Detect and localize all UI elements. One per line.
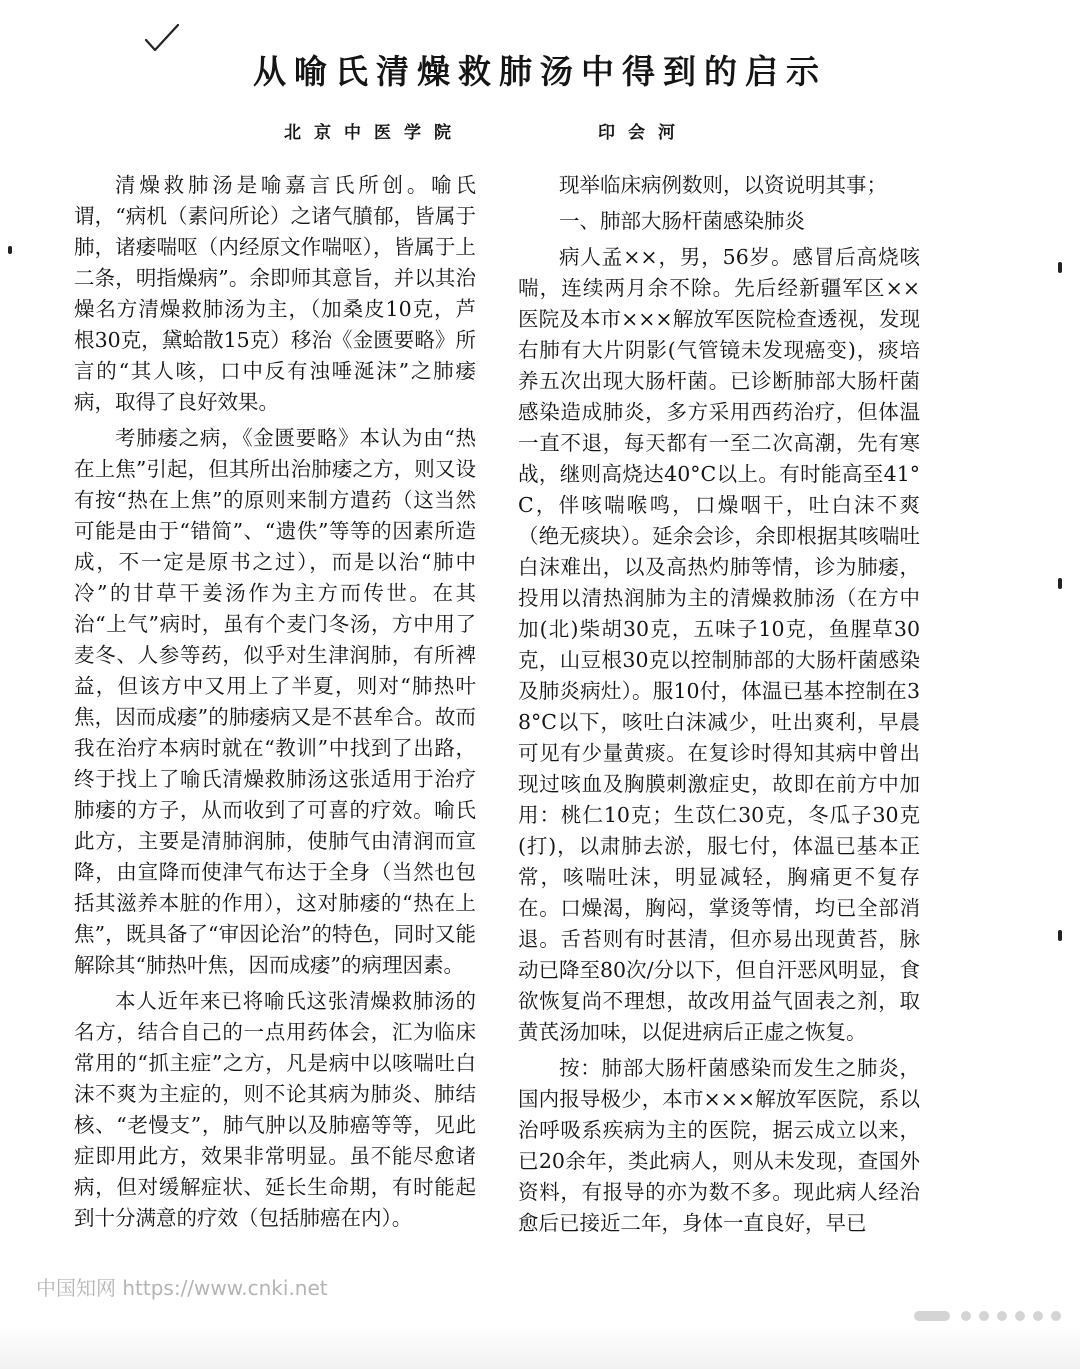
paragraph: 本人近年来已将喻氏这张清燥救肺汤的名方，结合自己的一点用药体会，汇为临床常用的“抓主症”之方，凡是病中以咳喘吐白沫不爽为主症的，则不论其病为肺炎、肺结核、“老慢支”，肺气肿以及肺癌等等，见此症即用此方，效果非常明显。虽不能尽愈诸病，但对缓解症状、延长生命期，有时能起到十分满意的疗效（包括肺癌在内）。 bbox=[74, 989, 476, 1230]
paragraph: 清燥救肺汤是喻嘉言氏所创。喻氏谓，“病机（素问所论）之诸气膹郁，皆属于肺，诸痿喘呕（内经原文作喘呕），皆属于上二条，明指燥病”。余即师其意旨，并以其治燥名方清燥救肺汤为主，（加桑皮10克，芦根30克，黛蛤散15克）移治《金匮要略》所言的“其人咳，口中反有浊唾涎沫”之肺痿病，取得了良好效果。 bbox=[74, 173, 476, 414]
author-affiliation: 北京中医学院 bbox=[284, 123, 464, 143]
article-title: 从喻氏清燥救肺汤中得到的启示 bbox=[253, 52, 827, 91]
scan-dot-mark bbox=[1058, 578, 1062, 589]
paragraph: 按：肺部大肠杆菌感染而发生之肺炎，国内报导极少，本市×××解放军医院，系以治呼吸系疾病为主的医院，据云成立以来，已20余年，类此病人，则从未发现，查国外资料，有报导的亦为数不多。现此病人经治愈后已接近二年，身体一直良好，早已 bbox=[518, 1056, 920, 1235]
page-dots-icon[interactable] bbox=[912, 1309, 1062, 1323]
left-column bbox=[74, 170, 476, 1234]
cnki-watermark: 中国知网 https://www.cnki.net bbox=[36, 1276, 328, 1300]
section-heading: 一、肺部大肠杆菌感染肺炎 bbox=[559, 209, 805, 233]
paragraph: 病人孟××，男，56岁。感冒后高烧咳喘，连续两月余不除。先后经新疆军区××医院及本市×××解放军医院检查透视，发现右肺有大片阴影(气管镜未发现癌变)，痰培养五次出现大肠杆菌。已诊断肺部大肠杆菌感染造成肺炎，多方采用西药治疗，但体温一直不退，每天都有一至二次高潮，先有寒战，继则高烧达40°C以上。有时能高至41°C，伴咳喘喉鸣，口燥咽干，吐白沫不爽（绝无痰块）。延余会诊，余即根据其咳喘吐白沫难出，以及高热灼肺等情，诊为肺痿，投用以清热润肺为主的清燥救肺汤（在方中加(北)柴胡30克，五味子10克，鱼腥草30克，山豆根30克以控制肺部的大肠杆菌感染及肺炎病灶）。服10付，体温已基本控制在38°C以下，咳吐白沫减少，吐出爽利，早晨可见有少量黄痰。在复诊时得知其病中曾出现过咳血及胸膜刺激症史，故即在前方中加用：桃仁10克；生苡仁30克，冬瓜子30克(打)，以肃肺去淤，服七付，体温已基本正常，咳喘吐沫，明显减轻，胸痛更不复存在。口燥渴，胸闷，掌烫等情，均已全部消退。舌苔则有时甚清，但亦易出现黄苔，脉动已降至80次/分以下，但自汗恶风明显，食欲恢复尚不理想，故改用益气固表之剂，取黄芪汤加味，以促进病后正虚之恢复。 bbox=[518, 245, 920, 1044]
paragraph: 现举临床病例数则，以资说明其事； bbox=[559, 173, 887, 197]
footer-band bbox=[0, 1325, 1080, 1369]
right-column bbox=[518, 170, 920, 1239]
scan-dot-mark bbox=[1058, 930, 1062, 941]
scan-dot-mark bbox=[8, 246, 12, 254]
paragraph: 考肺痿之病，《金匮要略》本认为由“热在上焦”引起，但其所出治肺痿之方，则又设有按“热在上焦”的原则来制方遣药（这当然可能是由于“错简”、“遗佚”等等的因素所造成，不一定是原书之过），而是以治“肺中冷”的甘草干姜汤作为主方而传世。在其治“上气”病时，虽有个麦门冬汤，方中用了麦冬、人参等药，似乎对生津润肺，有所裨益，但该方中又用上了半夏，则对“肺热叶焦，因而成痿”的肺痿病又是不甚牟合。故而我在治疗本病时就在“教训”中找到了出路，终于找上了喻氏清燥救肺汤这张适用于治疗肺痿的方子，从而收到了可喜的疗效。喻氏此方，主要是清肺润肺，使肺气由清润而宣降，由宣降而使津气布达于全身（当然也包括其滋养本脏的作用），这对肺痿的“热在上焦”，既具备了“审因论治”的特色，同时又能解除其“肺热叶焦，因而成痿”的病理因素。 bbox=[74, 426, 476, 977]
author-name: 印会河 bbox=[598, 123, 688, 143]
scan-dot-mark bbox=[1058, 262, 1062, 273]
